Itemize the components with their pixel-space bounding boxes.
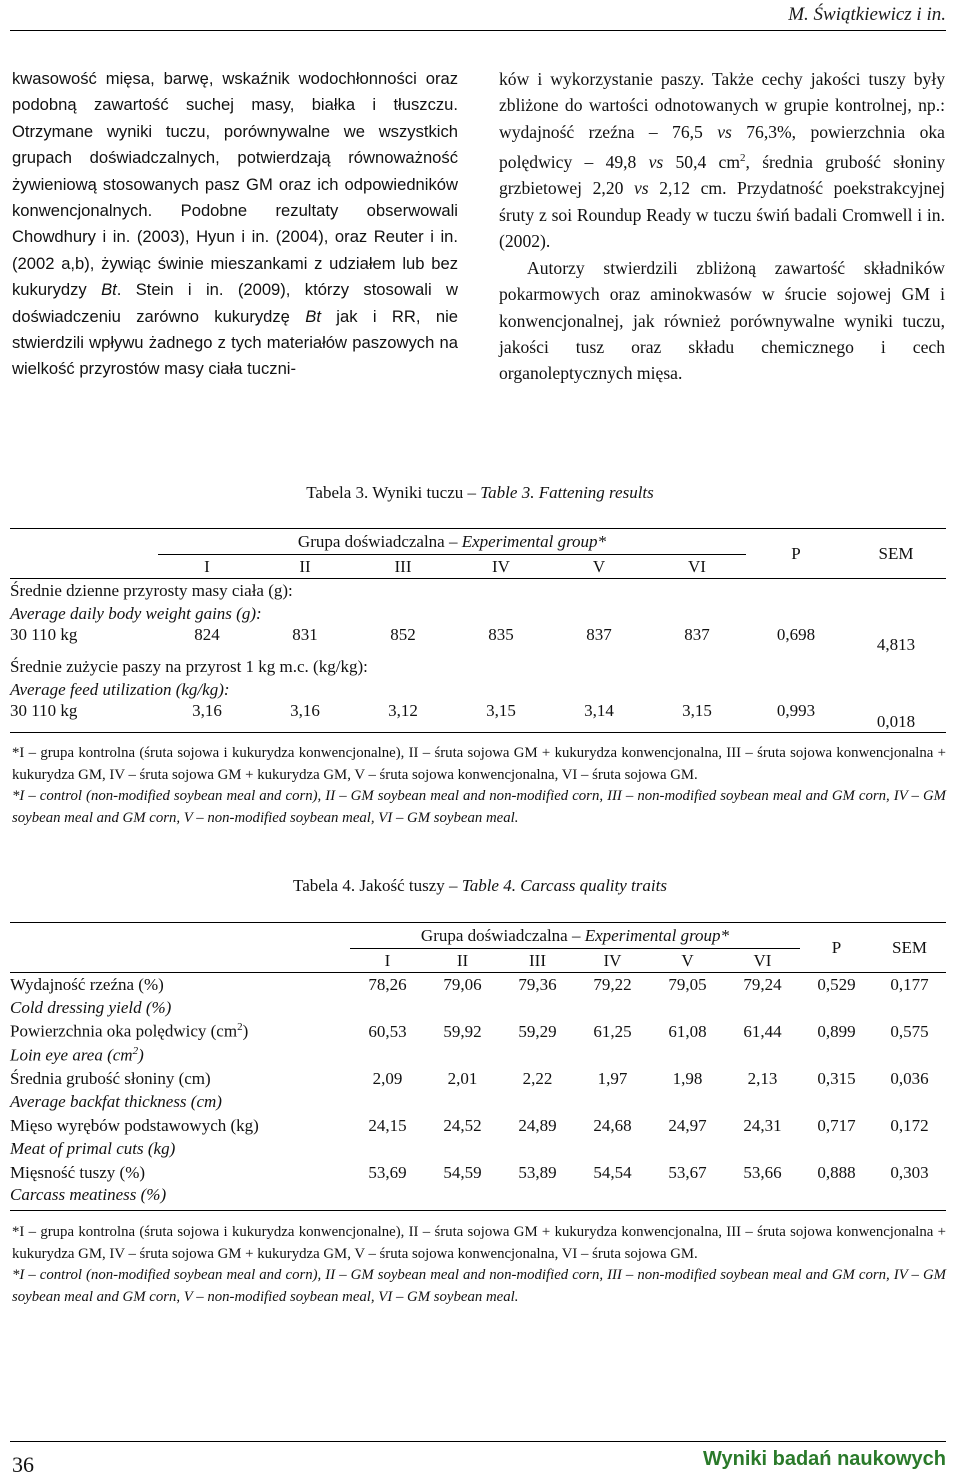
cell-value: 78,26 [350,973,425,997]
header-rule [10,30,946,31]
cell-value: 60,53 [368,1021,407,1041]
sem-header: SEM [873,923,946,973]
journal-name: Wyniki badań naukowych [702,1448,946,1470]
table3-footnote [12,743,946,829]
table-row [10,1161,946,1185]
table-row [10,1044,946,1067]
sem-header: SEM [846,529,946,579]
footnote-en: *I – control (non-modified soybean meal and corn), II – GM soybean meal and non-modified corn, III – non-modified soybean meal and GM corn, IV – GM soybean meal and GM corn, V – non-modified soybean meal, VI – GM soybean meal. [12,1267,946,1305]
group-label: V [681,950,694,970]
table-row [10,1138,946,1161]
cell-value: 24,89 [518,1115,557,1135]
row-label-en: Meat of primal cuts (kg) [10,1139,176,1158]
table4-header-row-1 [10,923,946,949]
cell-value: 3,15 [452,701,550,733]
cell-value: 3,16 [158,701,256,733]
cell-p: 0,888 [817,1162,856,1182]
cell-value: 3,12 [354,701,452,733]
group-label: VI [688,556,706,576]
cell-sem: 0,575 [890,1021,929,1041]
paragraph-left-text-mid: . Stein i in. (2009), którzy stosowali w doświadczeniu zarówno kukurydzę [12,280,458,326]
cell-sem: 4,813 [876,634,916,654]
cell-value: 79,22 [575,973,650,997]
table-row [10,579,946,603]
cell-value: 3,15 [648,701,746,733]
text: 50,4 cm [663,152,741,173]
group-label: III [394,556,412,576]
cell-value: 61,25 [593,1021,632,1041]
cell-sem: 0,172 [890,1115,929,1135]
caption-pl: Tabela 3. Wyniki tuczu – [306,483,481,502]
table3-caption [0,483,960,503]
table-row [10,973,946,997]
text: 76,3%, powierzchnia oka polędwicy – 49,8 [499,121,945,173]
bt-term: Bt [101,280,117,300]
cell-value: 837 [684,624,710,644]
group-label: II [299,556,311,576]
cell-p: 0,717 [817,1115,856,1135]
cell-value: 79,05 [650,973,725,997]
table-row [10,603,946,625]
caption-pl: Tabela 4. Jakość tuszy – [293,876,462,895]
row-label-pl: Średnia grubość słoniny (cm) [10,1068,211,1088]
group-header-pl: Grupa doświadczalna – [420,925,585,945]
cell-value: 2,22 [522,1068,553,1088]
body-column-right [499,66,945,387]
cell-value: 59,29 [518,1021,557,1041]
cell-value: 53,69 [368,1162,407,1182]
label-tail: ) [138,1045,144,1065]
cell-p: 0,315 [817,1068,856,1088]
text: 2,12 cm. Przydatność poekstrakcyjnej śruty z soi Roundup Ready w tuczu świń badali Cromwell i in. (2002). [499,178,945,252]
paragraph-left [12,66,458,383]
cell-value: 2,01 [447,1068,478,1088]
group-label: IV [603,950,622,970]
row-label-pl: Średnie zużycie paszy na przyrost 1 kg m.c. (kg/kg): [10,656,368,676]
cell-value: 79,24 [725,973,800,997]
vs-term: vs [717,121,732,142]
paragraph-left-text-end: jak i RR, nie stwierdzili wpływu żadnego z tych materiałów paszowych na wielkość przyrostów masy ciała tuczni- [12,306,458,379]
body-column-left [12,66,458,383]
row-label-pl: Mięsność tuszy (%) [10,1162,146,1182]
cell-value: 2,13 [747,1068,778,1088]
cell-value: 2,09 [372,1068,403,1088]
label-text: Loin eye area (cm [10,1045,133,1065]
row-label-en: Carcass meatiness (%) [10,1185,946,1211]
group-header-en: Experimental group* [461,531,607,551]
cell-sem: 0,018 [846,701,946,733]
cell-sem: 0,177 [873,973,946,997]
superscript: 2 [740,152,746,165]
table-row [10,1091,946,1114]
table3-header-row-1 [10,529,946,555]
cell-sem: 0,303 [890,1162,929,1182]
group-label: II [456,950,469,970]
vs-term: vs [633,178,649,199]
page-number: 36 [12,1452,34,1477]
footnote-pl: *I – grupa kontrolna (śruta sojowa i kukurydza konwencjonalne), II – śruta sojowa GM + kukurydza konwencjonalna, III – śruta sojowa konwencjonalna + kukurydza GM, IV – śruta sojowa GM + kukurydza GM, V – śruta sojowa konwencjonalna, VI – śruta sojowa GM. [12,1224,946,1262]
cell-value: 852 [390,624,416,644]
table-row [10,1185,946,1211]
cell-p: 0,698 [776,624,816,644]
group-label: V [592,556,606,576]
p-header: P [746,529,846,579]
paragraph-right-1 [499,66,945,255]
table-row [10,1020,946,1044]
cell-value: 3,14 [550,701,648,733]
cell-value: 53,67 [668,1162,707,1182]
superscript: 2 [237,1021,243,1034]
cell-value: 54,54 [593,1162,632,1182]
table-row [10,1114,946,1138]
footnote-en: *I – control (non-modified soybean meal and corn), II – GM soybean meal and non-modified corn, III – non-modified soybean meal and GM corn, IV – GM soybean meal and GM corn, V – non-modified soybean meal, VI – GM soybean meal. [12,788,946,826]
cell-value: 54,59 [443,1162,482,1182]
cell-sem: 0,036 [890,1068,929,1088]
paragraph-left-text: kwasowość mięsa, barwę, wskaźnik wodochłonności oraz podobną zawartość suchej masy, białka i tłuszczu. Otrzymane wyniki tuczu, porównywalne we wszystkich grupach doświadczalnych, potwierdzają równoważność żywieniową stosowanych pasz GM oraz ich odpowiedników konwencjonalnych. Podobne rezultaty obserwowali Chowdhury i in. (2003), Hyun i in. (2004), oraz Reuter i in. (2002 a,b), żywiąc świnie mieszankami z udziałem lub bez kukurydzy [12,69,458,300]
text: , średnia grubość słoniny grzbietowej 2,20 [499,152,945,199]
caption-en: Table 3. Fattening results [480,483,654,502]
cell-value: 79,06 [425,973,500,997]
text: ków i wykorzystanie paszy. Także cechy jakości tuszy były zbliżone do wartości odnotowanych w grupie kontrolnej, np.: wydajność rzeźna – 76,5 [499,69,945,142]
cell-value: 831 [292,624,318,644]
cell-p: 0,993 [746,701,846,733]
cell-value: 61,44 [743,1021,782,1041]
table-row [10,997,946,1020]
cell-value: 1,97 [597,1068,628,1088]
cell-value: 24,31 [743,1115,782,1135]
row-label-pl: Średnie dzienne przyrosty masy ciała (g): [10,579,946,603]
group-header-en: Experimental group* [584,925,730,945]
cell-value: 24,15 [368,1115,407,1135]
cell-value: 824 [194,624,220,644]
table-row [10,701,946,733]
cell-value: 835 [488,624,514,644]
cell-value: 24,52 [443,1115,482,1135]
group-header [350,923,800,949]
paragraph-right-2: Autorzy stwierdzili zbliżoną zawartość składników pokarmowych oraz aminokwasów w śrucie sojowej GM i konwencjonalnej, jak również porównywalne wyniki tuczu, jakości tusz oraz składu chemicznego i cech organoleptycznych mięsa. [499,257,945,384]
cell-value: 837 [586,624,612,644]
table4 [10,922,946,1211]
row-label-pl [10,1020,350,1044]
cell-value: 53,89 [518,1162,557,1182]
label-tail: ) [242,1021,249,1041]
footnote-pl: *I – grupa kontrolna (śruta sojowa i kukurydza konwencjonalne), II – śruta sojowa GM + kukurydza konwencjonalna, III – śruta sojowa konwencjonalna + kukurydza GM, IV – śruta sojowa GM + kukurydza GM, V – śruta sojowa konwencjonalna, VI – śruta sojowa GM. [12,745,946,783]
group-header-pl: Grupa doświadczalna – [297,531,462,551]
cell-p: 0,899 [817,1021,856,1041]
table4-caption [0,876,960,896]
group-header [158,529,746,555]
row-label-en: Cold dressing yield (%) [10,998,172,1017]
row-label-en: Average daily body weight gains (g): [10,603,262,623]
group-label: IV [492,556,510,576]
table4-footnote [12,1222,946,1308]
cell-value: 1,98 [672,1068,703,1088]
p-header: P [800,923,873,973]
cell-value: 79,36 [500,973,575,997]
caption-en: Table 4. Carcass quality traits [461,876,667,895]
row-label-en [10,1044,946,1067]
row-range: 30 110 kg [10,701,158,733]
group-label: I [384,950,391,970]
running-header-author: M. Świątkiewicz i in. [788,4,946,25]
group-label: III [529,950,546,970]
row-label-en: Average backfat thickness (cm) [10,1092,222,1111]
cell-value: 24,97 [668,1115,707,1135]
row-label-en: Average feed utilization (kg/kg): [10,679,230,699]
table-row [10,679,946,701]
cell-value: 59,92 [443,1021,482,1041]
row-label-pl: Wydajność rzeźna (%) [10,973,350,997]
table-row [10,1067,946,1091]
table3 [10,528,946,733]
table-row [10,625,946,655]
cell-value: 61,08 [668,1021,707,1041]
row-range: 30 110 kg [10,624,78,644]
cell-value: 53,66 [743,1162,782,1182]
vs-term: vs [648,152,664,173]
group-label: VI [753,950,772,970]
row-label-pl: Mięso wyrębów podstawowych (kg) [10,1115,259,1135]
bt-term: Bt [305,306,321,326]
cell-value: 3,16 [256,701,354,733]
footer-rule [10,1441,946,1442]
cell-p: 0,529 [800,973,873,997]
superscript: 2 [132,1044,139,1057]
group-label: I [204,556,210,576]
cell-value: 24,68 [593,1115,632,1135]
label-text: Powierzchnia oka polędwicy (cm [10,1021,238,1041]
table-row [10,655,946,679]
